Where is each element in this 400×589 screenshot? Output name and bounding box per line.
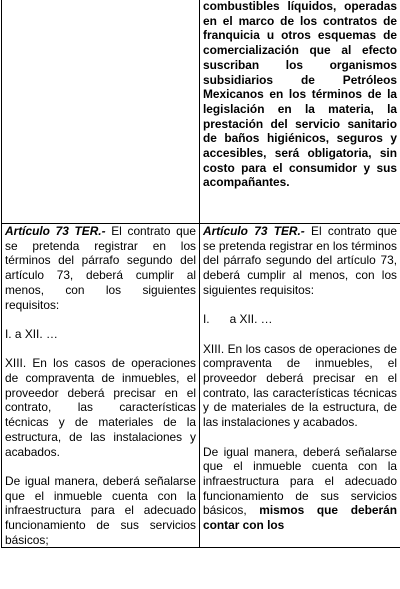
comparison-table (1, 0, 400, 548)
final-paragraph (203, 445, 397, 533)
right-cell-continuation (200, 0, 400, 224)
fraction-range: I. a XII. … (5, 326, 58, 341)
article-intro: El contrato que se pretenda registrar en los términos del párrafo segundo del artículo 73, deberá cumplir al menos, con los siguientes requisitos: (203, 224, 397, 297)
final-plain-text: De igual manera, deberá señalarse que el inmueble cuenta con la infraestructura para el adecuado funcionamiento de sus servicios básicos, (203, 444, 397, 518)
continuation-text: combustibles líquidos, operadas en el marco de los contratos de franquicia u otros esquemas de comercialización que al efecto suscriban los organismos subsidiarios de Petróleos Mexicanos en los términos de la legislación en la materia, la prestación del servicio sanitario de baños higiénicos, seguros y accesibles, será obligatoria, sin costo para el consumidor y sus acompañantes. (203, 0, 397, 190)
empty-cell (2, 0, 200, 224)
article-paragraph (5, 224, 196, 312)
fraction-xiii: XIII. En los casos de operaciones de compraventa de inmuebles, el proveedor deberá precisar en el contrato, las características técnicas y de materiales de la estructura, de las instalaciones y acabados. (5, 356, 196, 459)
article-title: Artículo 73 TER.- (5, 224, 106, 238)
article-paragraph (203, 224, 397, 298)
right-cell-proposed-text (200, 224, 400, 548)
final-bold-addition: mismos que deberán contar con los (203, 503, 397, 533)
table-row (2, 224, 400, 548)
fraction-xiii: XIII. En los casos de operaciones de compraventa de inmuebles, el proveedor deberá precisar en el contrato, las características técnicas y de materiales de la estructura, de las instalaciones y acabados. (203, 341, 397, 430)
table-row (2, 0, 400, 224)
final-paragraph: De igual manera, deberá señalarse que el inmueble cuenta con la infraestructura para el adecuado funcionamiento de sus servicios básicos; (5, 473, 196, 547)
fraction-range (203, 312, 397, 327)
left-cell-current-text (2, 224, 200, 548)
article-intro: El contrato que se pretenda registrar en los términos del párrafo segundo del artículo 73, deberá cumplir al menos, con los siguientes requisitos: (5, 224, 196, 312)
article-title: Artículo 73 TER.- (203, 224, 305, 238)
range-start: I. (203, 312, 210, 327)
range-end: a XII. … (229, 312, 273, 327)
